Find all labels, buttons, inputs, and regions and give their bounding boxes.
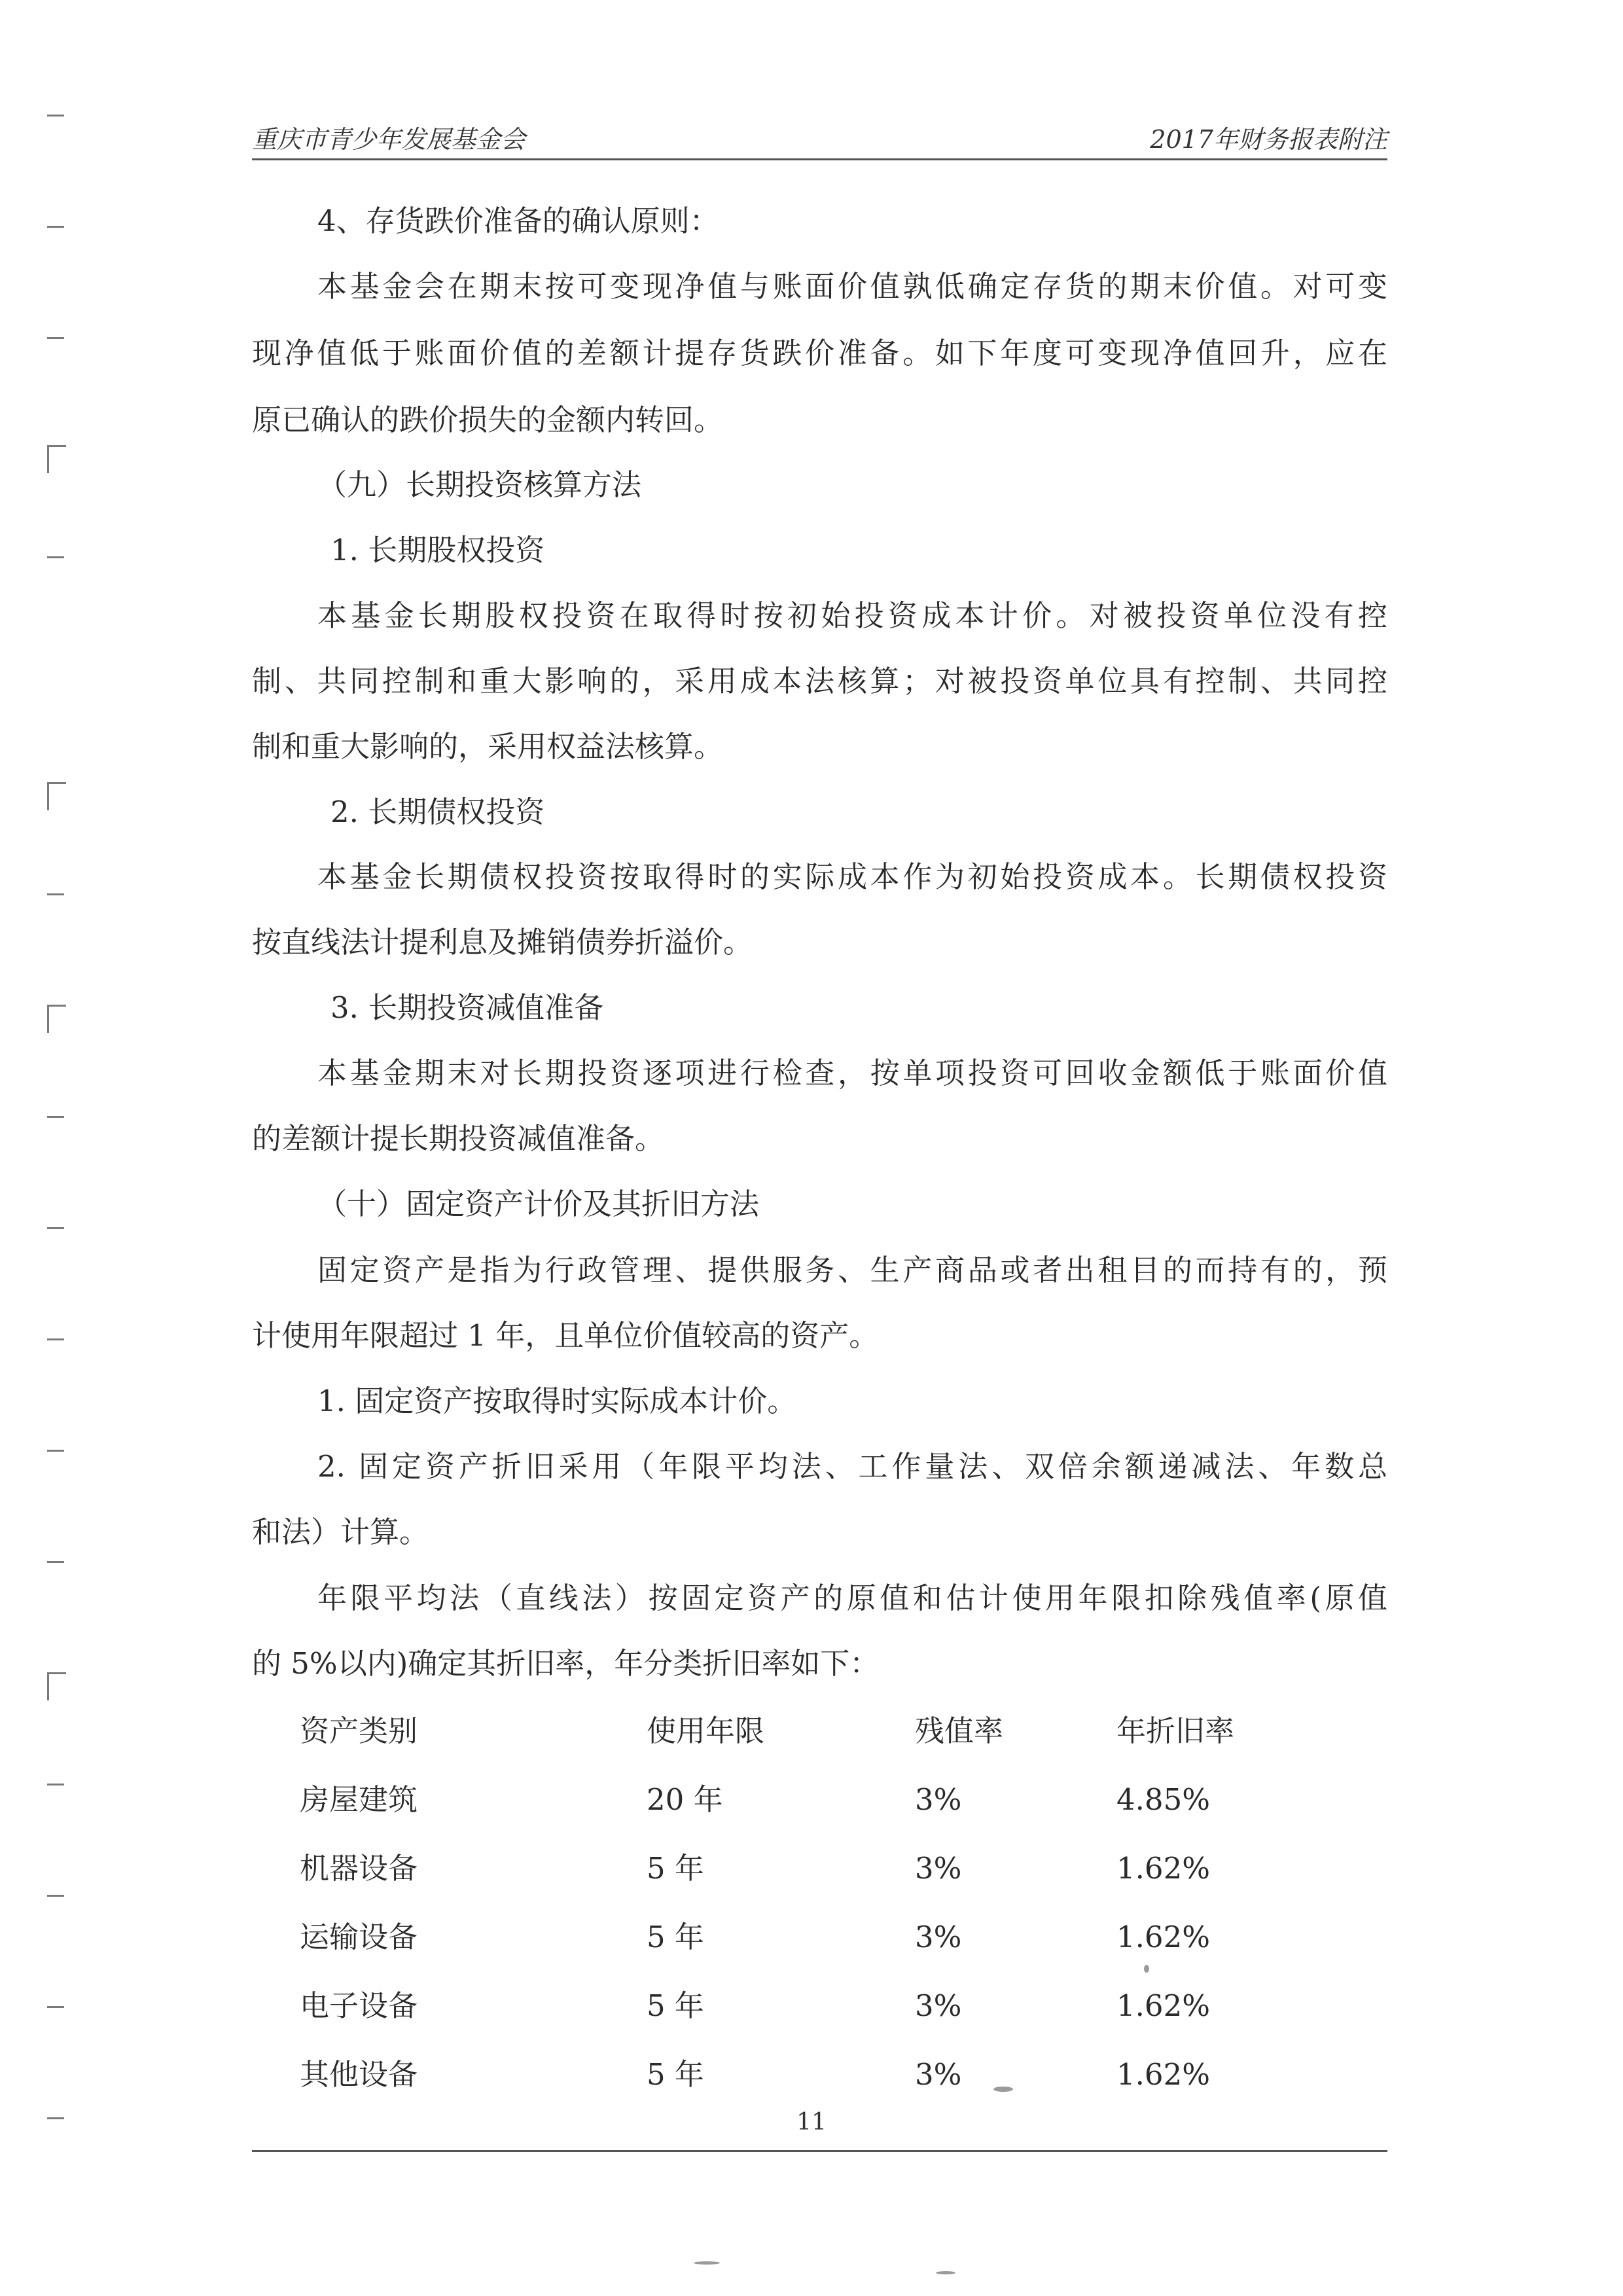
binding-mark — [47, 1116, 64, 1118]
table-cell: 5 年 — [647, 1920, 704, 1954]
binding-mark — [47, 782, 66, 810]
scan-speck — [993, 2087, 1013, 2092]
table-header-cell: 资产类别 — [300, 1713, 418, 1748]
table-cell: 3% — [915, 2057, 962, 2092]
paragraph-line: 和法）计算。 — [252, 1515, 429, 1549]
header-rule — [252, 158, 1387, 160]
paragraph-line: 本基金长期债权投资按取得时的实际成本作为初始投资成本。长期债权投资 — [317, 859, 1387, 894]
subsection-heading: 4、存货跌价准备的确认原则： — [317, 204, 719, 238]
table-header-row — [0, 1712, 1623, 1751]
table-cell: 5 年 — [647, 1851, 704, 1886]
paragraph-line: 本基金长期股权投资在取得时按初始投资成本计价。对被投资单位没有控 — [317, 598, 1387, 633]
paragraph-line: 固定资产是指为行政管理、提供服务、生产商品或者出租目的而持有的，预 — [317, 1253, 1387, 1287]
table-cell: 4.85% — [1116, 1782, 1210, 1817]
table-cell: 20 年 — [647, 1782, 723, 1817]
binding-mark — [47, 226, 64, 228]
binding-mark — [47, 2117, 64, 2119]
paragraph-line: 制和重大影响的，采用权益法核算。 — [252, 729, 724, 764]
paragraph-line: 的差额计提长期投资减值准备。 — [252, 1121, 665, 1156]
table-cell: 房屋建筑 — [300, 1782, 418, 1817]
table-row — [0, 1780, 1623, 1820]
paragraph-line: 现净值低于账面价值的差额计提存货跌价准备。如下年度可变现净值回升，应在 — [252, 336, 1387, 370]
binding-mark — [47, 445, 66, 473]
scan-speck — [694, 2261, 720, 2265]
binding-mark — [47, 1227, 64, 1229]
table-cell: 运输设备 — [300, 1920, 418, 1954]
table-cell: 3% — [915, 1920, 962, 1954]
binding-mark — [47, 337, 64, 339]
table-cell: 其他设备 — [300, 2057, 418, 2092]
page-number: 11 — [796, 2109, 827, 2136]
table-cell: 1.62% — [1116, 1851, 1210, 1886]
table-cell: 5 年 — [647, 1988, 704, 2023]
table-cell: 电子设备 — [300, 1988, 418, 2023]
table-cell: 1.62% — [1116, 2057, 1210, 2092]
paragraph-line: 2. 固定资产折旧采用（年限平均法、工作量法、双倍余额递减法、年数总 — [317, 1449, 1387, 1484]
scan-speck — [936, 2271, 955, 2274]
subsection-heading: 2. 长期债权投资 — [330, 795, 545, 829]
table-cell: 5 年 — [647, 2057, 704, 2092]
binding-mark — [47, 556, 64, 558]
header-organization: 重庆市青少年发展基金会 — [252, 125, 526, 154]
binding-mark — [47, 1450, 64, 1452]
binding-mark — [47, 1338, 64, 1340]
paragraph-line: 1. 固定资产按取得时实际成本计价。 — [317, 1384, 797, 1418]
table-cell: 3% — [915, 1988, 962, 2023]
table-row — [0, 2055, 1623, 2094]
paragraph-line: 的 5%以内)确定其折旧率，年分类折旧率如下： — [252, 1646, 880, 1681]
paragraph-line: 本基金会在期末按可变现净值与账面价值孰低确定存货的期末价值。对可变 — [317, 269, 1387, 304]
table-cell: 3% — [915, 1851, 962, 1886]
section-heading: （九）长期投资核算方法 — [317, 467, 642, 502]
paragraph-line: 制、共同控制和重大影响的，采用成本法核算；对被投资单位具有控制、共同控 — [252, 664, 1387, 698]
table-row — [0, 1918, 1623, 1957]
binding-mark — [47, 1561, 64, 1563]
binding-mark — [47, 893, 64, 895]
paragraph-line: 原已确认的跌价损失的金额内转回。 — [252, 403, 724, 437]
page-header — [252, 121, 1387, 160]
subsection-heading: 3. 长期投资减值准备 — [330, 990, 604, 1025]
binding-mark — [47, 115, 64, 117]
binding-mark — [47, 1005, 66, 1033]
section-heading: （十）固定资产计价及其折旧方法 — [317, 1187, 760, 1221]
header-report-title: 2017年财务报表附注 — [1150, 125, 1387, 154]
binding-mark — [47, 1672, 66, 1700]
paragraph-line: 按直线法计提利息及摊销债券折溢价。 — [252, 925, 753, 960]
table-cell: 1.62% — [1116, 1988, 1210, 2023]
binding-mark — [47, 1895, 64, 1897]
table-row — [0, 1986, 1623, 2026]
paragraph-line: 年限平均法（直线法）按固定资产的原值和估计使用年限扣除残值率(原值 — [317, 1581, 1387, 1615]
paragraph-line: 本基金期末对长期投资逐项进行检查，按单项投资可回收金额低于账面价值 — [317, 1056, 1387, 1090]
scan-speck — [1144, 1965, 1149, 1973]
table-cell: 3% — [915, 1782, 962, 1817]
table-header-cell: 年折旧率 — [1116, 1713, 1235, 1748]
table-header-cell: 残值率 — [915, 1713, 1004, 1748]
table-cell: 1.62% — [1116, 1920, 1210, 1954]
table-cell: 机器设备 — [300, 1851, 418, 1886]
table-row — [0, 1849, 1623, 1888]
subsection-heading: 1. 长期股权投资 — [330, 533, 545, 567]
table-header-cell: 使用年限 — [647, 1713, 765, 1748]
paragraph-line: 计使用年限超过 1 年，且单位价值较高的资产。 — [252, 1318, 879, 1353]
footer-rule — [252, 2150, 1387, 2152]
